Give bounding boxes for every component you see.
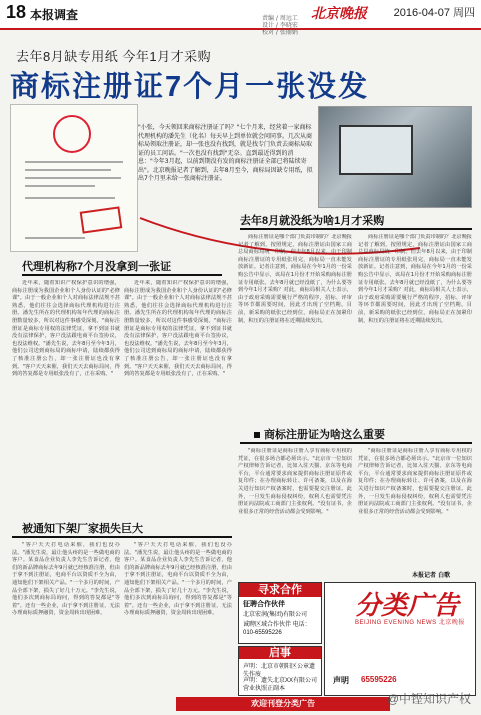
paper-logo: 北京晚报 <box>311 6 367 22</box>
certificate-line <box>25 169 111 171</box>
article-text: "商标注册证是商标注册人享有商标专用权的凭证，在很多场合都必须出示。"北京市一位知识产权律师告诉记者，比如入驻天猫、京东等电商平台，平台通常要求商家提供商标注册证原件或复印件；在办理商标转让、许可备案，以及在海关进行知识产权备案时，也需要提交注册证。此外，一旦发生商标侵权纠纷，权利人也需要凭注册证向法院或工商部门主张权利。"没有证书，企业很多正常的经营活动都会受到影响。" <box>358 448 472 515</box>
section-title-text: 商标注册证为啥这么重要 <box>264 429 385 441</box>
ad-notice-line: 声明：北京市朝阳区公章遗失作废 <box>243 664 316 678</box>
ad-partner-line: 北京宏润(集团)有限公司 <box>243 612 307 618</box>
article-column <box>358 234 472 410</box>
intro-paragraph: "小张，今天领回来商标注册证了吗？"七个月来，经营着一家商标代理机构的潘先生（化名）每天早上到单位就会问同事。几次从商标局领取注册证，却一张也没有找到，就是找专门负责去商标局取证的员工问话。"一次也没有找到"无奈。直到最近得到的消息："今年3月起，以前到期没有发的商标注册证全部已将陆续寄出"。北京晚报记者了解到，去年8月至今，商标局因缺专用纸，拟出7个月里未给一张商标注册证。 <box>138 124 313 182</box>
article-column <box>12 280 120 505</box>
certificate-line <box>25 161 123 163</box>
watermark: @中铿知识产权 <box>386 692 471 706</box>
certificate-line <box>25 185 95 187</box>
ad-partner-line: 诚聘区域合作伙伴 电话：010-65595226 <box>243 622 311 636</box>
issue-date: 2016-04-07 周四 <box>393 7 475 19</box>
editor-line: 责编 / 周远工 <box>262 15 298 22</box>
ad-notice-header: 启事 <box>239 647 321 659</box>
emblem-seal-icon <box>53 115 91 153</box>
headline-title: 商标注册证7个月一张没发 <box>10 71 370 103</box>
reporter-byline: 本报记者 白歌 <box>412 572 451 579</box>
article-text: "客户天天打电话来催，我们也没办法。"潘先生说，最让他头疼的是一些做电商的客户。某食品企业负责人李先生告诉记者，他们的新品牌商标去年9月就已经核准注册，但由于拿不到注册证，电商平台以资质不全为由，通知他们下架相关产品。"一个多月的时间，产品全部下架，损失了好几十万元。"李先生说，他们多次到商标局询问，得到的答复都是"等着"。还有一些企业，由于拿不到注册证，无法办理商标质押融资，资金周转出现困难。 <box>124 542 232 617</box>
certificate-line <box>25 177 121 179</box>
red-stamp-icon <box>80 206 123 233</box>
article-column <box>124 542 232 712</box>
section-title-importance <box>254 426 385 442</box>
section-title-paper: 去年8月就没纸为啥1月才采购 <box>240 215 385 227</box>
ad-notice-line: 声明：遗失北京XX有限公司营业执照正副本 <box>243 678 318 692</box>
article-text: 近年来，随着知识产权保护意识的增强，商标注册成为我国企业和个人身份认证的"必修课"。由于一般企业和个人对商标法律法规不甚熟悉，他们往往会选择商标代理机构进行注册。潘先生所在的代理机构每年代理的商标注册数量较多，所以对这件事感受深刻。"商标注册证是商标专用权的法律凭证，拿不到证书就没有法律保护，客户没法跟电商平台签协议，也没法维权。"潘先生说，去年8月至今年3月，他们公司送到商标局的商标申请，陆续都获得了核准注册公告，却一张注册证也没有拿到。"客户天天来催，我们天天去商标局问，得到的答复都是专用纸张没有了，正在采购。" <box>12 280 120 378</box>
certificate-line <box>25 237 85 239</box>
article-text: "客户天天打电话来催，我们也没办法。"潘先生说，最让他头疼的是一些做电商的客户。某食品企业负责人李先生告诉记者，他们的新品牌商标去年9月就已经核准注册，但由于拿不到注册证，电商平台以资质不全为由，通知他们下架相关产品。"一个多月的时间，产品全部下架，损失了好几十万元。"李先生说，他们多次到商标局询问，得到的答复都是"等着"。还有一些企业，由于拿不到注册证，无法办理商标质押融资，资金周转出现困难。 <box>12 542 120 617</box>
article-column <box>12 542 120 712</box>
article-column <box>124 280 232 505</box>
article-text: 商标注册证是哪个部门负责印制的？北京晚报记者了解到，按照规定，商标注册证由国家工商总局商标局统一印制。但去年8月以来，由于印制商标注册证的专用纸张用完，商标局一直未能发放新证。记者注意到，商标局在今年1月的一份采购公告中显示，该局在1月份才开始采购商标注册证专用纸张。去年8月就已经没纸了，为什么要等到今年1月才采购？对此，商标局相关人士表示，由于政府采购需要履行严格的程序，招标、评审等环节都需要时间，因此才出现了空档期。目前，新采购的纸张已经到位，商标局正在加紧印制，积压的注册证将在近期陆续发出。 <box>358 234 472 324</box>
ad-partner-header: 寻求合作 <box>239 583 321 597</box>
ad-partner <box>238 582 322 644</box>
ad-partner-line: 征聘合作伙伴 <box>243 601 285 608</box>
office-photo <box>318 106 472 208</box>
editor-line: 校对 / 张丽娟 <box>262 29 298 36</box>
editor-credits <box>262 15 298 36</box>
ad-classified-label: 声明 <box>333 676 349 685</box>
ad-notice <box>238 646 322 696</box>
bullet-icon <box>254 432 260 438</box>
article-column <box>358 448 472 570</box>
editor-line: 设计 / 李晓宏 <box>262 22 298 29</box>
section-rule <box>12 536 232 538</box>
article-text: 商标注册证是哪个部门负责印制的？北京晚报记者了解到，按照规定，商标注册证由国家工商总局商标局统一印制。但去年8月以来，由于印制商标注册证的专用纸张用完，商标局一直未能发放新证。记者注意到，商标局在今年1月的一份采购公告中显示，该局在1月份才开始采购商标注册证专用纸张。去年8月就已经没纸了，为什么要等到今年1月才采购？对此，商标局相关人士表示，由于政府采购需要履行严格的程序，招标、评审等环节都需要时间，因此才出现了空档期。目前，新采购的纸张已经到位，商标局正在加紧印制，积压的注册证将在近期陆续发出。 <box>238 234 352 324</box>
article-text: "商标注册证是商标注册人享有商标专用权的凭证，在很多场合都必须出示。"北京市一位知识产权律师告诉记者，比如入驻天猫、京东等电商平台，平台通常要求商家提供商标注册证原件或复印件；在办理商标转让、许可备案，以及在海关进行知识产权备案时，也需要提交注册证。此外，一旦发生商标侵权纠纷，权利人也需要凭注册证向法院或工商部门主张权利。"没有证书，企业很多正常的经营活动都会受到影响。" <box>238 448 352 515</box>
ad-classified-title: 分类广告 <box>355 590 460 620</box>
section-rule <box>240 442 472 444</box>
section-title-delisting: 被通知下架厂家损失巨大 <box>22 523 143 535</box>
section-title-agency: 代理机构称7个月没拿到一张证 <box>22 261 172 273</box>
masthead <box>0 0 481 36</box>
trademark-certificate-image <box>10 104 138 252</box>
computer-screen-icon <box>339 125 413 175</box>
article-text: 近年来，随着知识产权保护意识的增强，商标注册成为我国企业和个人身份认证的"必修课"。由于一般企业和个人对商标法律法规不甚熟悉，他们往往会选择商标代理机构进行注册。潘先生所在的代理机构每年代理的商标注册数量较多，所以对这件事感受深刻。"商标注册证是商标专用权的法律凭证，拿不到证书就没有法律保护，客户没法跟电商平台签协议，也没法维权。"潘先生说，去年8月至今年3月，他们公司送到商标局的商标申请，陆续都获得了核准注册公告，却一张注册证也没有拿到。"客户天天来催，我们天天去商标局问，得到的答复都是专用纸张没有了，正在采购。" <box>124 280 232 378</box>
ad-classified-hotline: 65595226 <box>361 675 397 684</box>
section-name: 本报调查 <box>30 8 79 22</box>
article-column <box>238 234 352 410</box>
ad-classified-subtitle: BEIJING EVENING NEWS 北京晚报 <box>355 620 465 626</box>
section-rule <box>22 274 222 276</box>
headline-kicker: 去年8月缺专用纸 今年1月才采购 <box>16 49 212 64</box>
ad-classified <box>324 582 476 696</box>
article-column <box>238 448 352 578</box>
section-rule <box>240 228 472 230</box>
certificate-line <box>25 197 115 199</box>
page-number: 18 <box>6 2 27 22</box>
ad-footer-banner: 欢迎刊登分类广告 <box>176 697 390 711</box>
